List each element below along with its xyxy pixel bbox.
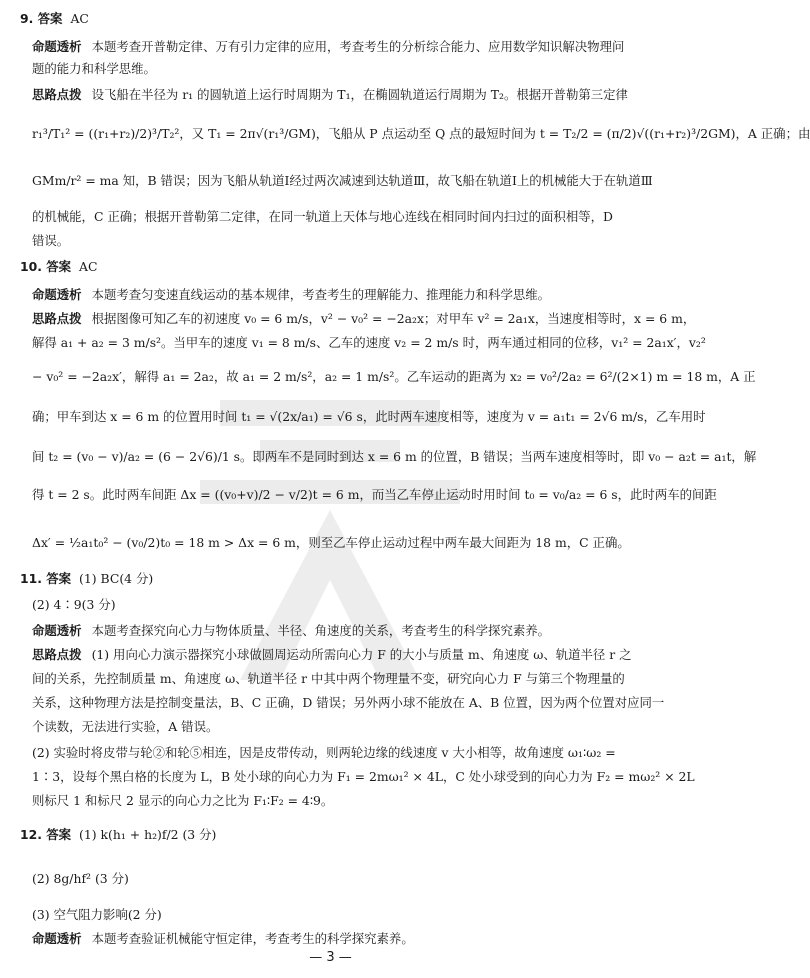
page-number: — 3 — bbox=[309, 950, 352, 965]
section-label: 思路点拨 bbox=[32, 647, 82, 662]
section-label: 命题透析 bbox=[32, 931, 82, 946]
text-line bbox=[32, 208, 649, 226]
text-line bbox=[32, 792, 649, 810]
text-line bbox=[20, 258, 649, 276]
text-line bbox=[32, 870, 649, 888]
line-text: 间 t₂ = (v₀ − v)/a₂ = (6 − 2√6)/1 s。即两车不是同时到达 x = 6 m 的位置，B 错误；当两车速度相等时，即 v₀ − a₂t = a₁t，解 bbox=[32, 449, 757, 464]
text-line bbox=[32, 286, 649, 304]
line-text: 题的能力和科学思维。 bbox=[32, 61, 156, 76]
section-label: 命题透析 bbox=[32, 39, 82, 54]
section-label: 命题透析 bbox=[32, 623, 82, 638]
line-text: 间的关系，先控制质量 m、角速度 ω、轨道半径 r 中其中两个物理量不变，研究向心力 F 与第三个物理量的 bbox=[32, 671, 625, 686]
text-line bbox=[32, 125, 810, 143]
line-text: 个读数，无法进行实验，A 错误。 bbox=[32, 719, 219, 734]
line-text: 确；甲车到达 x = 6 m 的位置用时间 t₁ = √(2x/a₁) = √6 s，此时两车速度相等，速度为 v = a₁t₁ = 2√6 m/s，乙车用时 bbox=[32, 409, 706, 424]
text-line bbox=[20, 570, 649, 588]
text-line bbox=[20, 10, 649, 28]
text-line bbox=[32, 172, 653, 190]
text-line bbox=[32, 534, 649, 552]
text-line bbox=[32, 408, 706, 426]
section-label: 思路点拨 bbox=[32, 311, 82, 326]
section-label: 9. 答案 bbox=[20, 11, 63, 26]
line-text: (3) 空气阻力影响(2 分) bbox=[32, 907, 162, 922]
line-text: 本题考查匀变速直线运动的基本规律，考查考生的理解能力、推理能力和科学思维。 bbox=[91, 287, 551, 302]
section-label: 思路点拨 bbox=[32, 87, 82, 102]
line-text: (2) 4∶9(3 分) bbox=[32, 597, 116, 612]
text-line bbox=[32, 232, 649, 250]
line-text: GMm/r² = ma 知，B 错误；因为飞船从轨道Ⅰ经过两次减速到达轨道Ⅲ，故飞船在轨道Ⅰ上的机械能大于在轨道Ⅲ bbox=[32, 173, 653, 188]
line-text: 解得 a₁ + a₂ = 3 m/s²。当甲车的速度 v₁ = 8 m/s、乙车的速度 v₂ = 2 m/s 时，两车通过相同的位移，v₁² = 2a₁x′，v₂² bbox=[32, 335, 706, 350]
section-label: 12. 答案 bbox=[20, 827, 72, 842]
line-text: − v₀² = −2a₂x′，解得 a₁ = 2a₂，故 a₁ = 2 m/s²，a₂ = 1 m/s²。乙车运动的距离为 x₂ = v₀²/2a₂ = 6²/(2×1) m = 18 m，A 正 bbox=[32, 369, 756, 384]
line-text: 根据图像可知乙车的初速度 v₀ = 6 m/s，v² − v₀² = −2a₂x；对甲车 v² = 2a₁x，当速度相等时，x = 6 m， bbox=[91, 311, 696, 326]
line-text: (1) BC(4 分) bbox=[79, 571, 154, 586]
text-line bbox=[32, 930, 649, 948]
text-line bbox=[32, 694, 665, 712]
line-text: 错误。 bbox=[32, 233, 70, 248]
text-line bbox=[32, 906, 649, 924]
text-line bbox=[32, 86, 649, 104]
line-text: (1) 用向心力演示器探究小球做圆周运动所需向心力 F 的大小与质量 m、角速度 ω、轨道半径 r 之 bbox=[91, 647, 632, 662]
section-label: 命题透析 bbox=[32, 287, 82, 302]
text-line bbox=[32, 368, 756, 386]
text-line bbox=[32, 596, 649, 614]
line-text: AC bbox=[70, 11, 89, 26]
text-line bbox=[20, 826, 649, 844]
text-line bbox=[32, 448, 757, 466]
text-line bbox=[32, 486, 717, 504]
line-text: 本题考查开普勒定律、万有引力定律的应用，考查考生的分析综合能力、应用数学知识解决物理问 bbox=[91, 39, 625, 54]
text-line bbox=[32, 646, 649, 664]
line-text: 设飞船在半径为 r₁ 的圆轨道上运行时周期为 T₁，在椭圆轨道运行周期为 T₂。根据开普勒第三定律 bbox=[91, 87, 628, 102]
text-line bbox=[32, 334, 706, 352]
line-text: AC bbox=[79, 259, 98, 274]
section-label: 10. 答案 bbox=[20, 259, 72, 274]
text-line bbox=[32, 622, 649, 640]
text-line bbox=[32, 38, 649, 56]
text-line bbox=[32, 60, 649, 78]
line-text: 本题考查探究向心力与物体质量、半径、角速度的关系，考查考生的科学探究素养。 bbox=[91, 623, 551, 638]
line-text: 则标尺 1 和标尺 2 显示的向心力之比为 F₁∶F₂ = 4∶9。 bbox=[32, 793, 334, 808]
text-line bbox=[32, 670, 649, 688]
text-line bbox=[32, 768, 695, 786]
line-text: (1) k(h₁ + h₂)f/2 (3 分) bbox=[79, 827, 217, 842]
line-text: 本题考查验证机械能守恒定律，考查考生的科学探究素养。 bbox=[91, 931, 414, 946]
section-label: 11. 答案 bbox=[20, 571, 72, 586]
line-text: 的机械能，C 正确；根据开普勒第二定律，在同一轨道上天体与地心连线在相同时间内扫过的面积相等，D bbox=[32, 209, 613, 224]
text-line bbox=[32, 310, 696, 328]
line-text: r₁³/T₁² = ((r₁+r₂)/2)³/T₂²，又 T₁ = 2π√(r₁³/GM)，飞船从 P 点运动至 Q 点的最短时间为 t = T₂/2 = (π/2)√((r₁+r₂)³/2GM)，A 正确；由 bbox=[32, 126, 810, 141]
text-line bbox=[32, 744, 649, 762]
text-line bbox=[32, 718, 649, 736]
line-text: 关系，这种物理方法是控制变量法，B、C 正确，D 错误；另外两小球不能放在 A、B 位置，因为两个位置对应同一 bbox=[32, 695, 665, 710]
line-text: 得 t = 2 s。此时两车间距 Δx = ((v₀+v)/2 − v/2)t = 6 m，而当乙车停止运动时用时间 t₀ = v₀/a₂ = 6 s，此时两车的间距 bbox=[32, 487, 717, 502]
line-text: (2) 实验时将皮带与轮②和轮⑤相连，因是皮带传动，则两轮边缘的线速度 v 大小相等，故角速度 ω₁∶ω₂ = bbox=[32, 745, 616, 760]
line-text: 1∶3，设每个黑白格的长度为 L，B 处小球的向心力为 F₁ = 2mω₁² × 4L，C 处小球受到的向心力为 F₂ = mω₂² × 2L bbox=[32, 769, 695, 784]
line-text: Δx′ = ½a₁t₀² − (v₀/2)t₀ = 18 m > Δx = 6 m，则至乙车停止运动过程中两车最大间距为 18 m，C 正确。 bbox=[32, 535, 630, 550]
line-text: (2) 8g/hf² (3 分) bbox=[32, 871, 129, 886]
